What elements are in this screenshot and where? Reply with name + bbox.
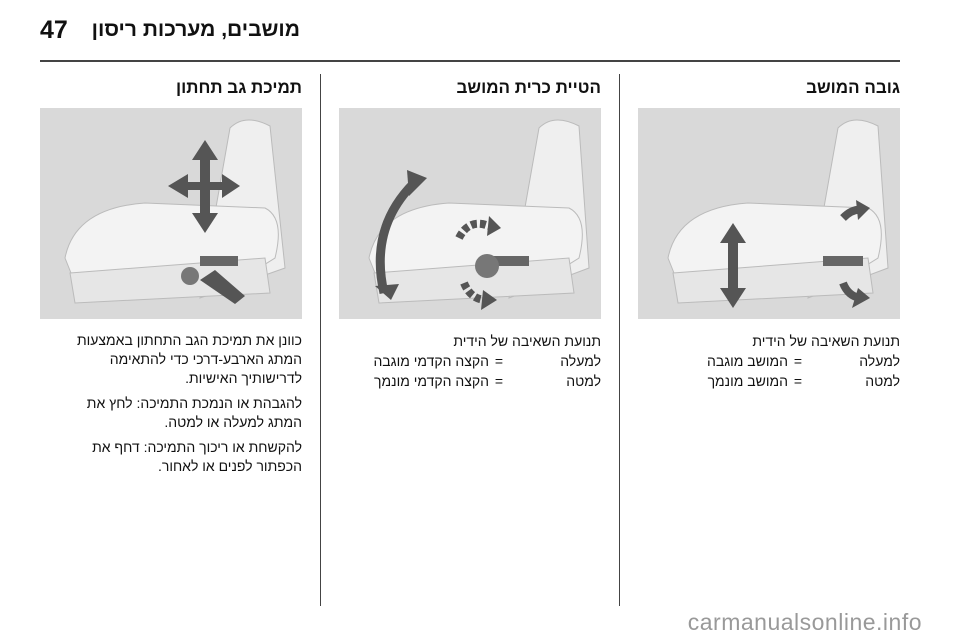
legend-eq: = <box>494 373 504 389</box>
paragraph-intro <box>40 331 302 388</box>
header-rule <box>40 60 900 62</box>
legend-key: למעלה <box>859 353 900 369</box>
paragraph-line: להגבהת או הנמכת התמיכה: לחץ את <box>86 395 302 411</box>
paragraph-line: המתג למעלה או למטה. <box>164 414 302 430</box>
section-seat-height <box>638 74 900 391</box>
cushion-tilt-illustration <box>339 108 601 319</box>
legend-key: למטה <box>865 373 900 389</box>
legend-row-down <box>638 371 900 391</box>
section-title: הטיית כרית המושב <box>456 78 601 97</box>
section-title: גובה המושב <box>806 78 900 97</box>
legend-row-up <box>638 351 900 371</box>
legend-eq: = <box>793 353 803 369</box>
legend-eq: = <box>793 373 803 389</box>
paragraph-line: להקשחת או ריכוך התמיכה: דחף את <box>92 439 302 455</box>
paragraph-line: כוונן את תמיכת הגב התחתון באמצעות <box>76 332 302 348</box>
legend-row-up <box>339 351 601 371</box>
paragraph-firmness <box>40 438 302 476</box>
legend-key: למטה <box>566 373 601 389</box>
page-title: מושבים, מערכות ריסון <box>91 18 300 41</box>
page-number: 47 <box>40 16 68 44</box>
column-divider-right <box>619 74 620 606</box>
legend-value: הקצה הקדמי מונמך <box>374 373 489 389</box>
caption: תנועת השאיבה של הידית <box>453 333 601 349</box>
paragraph-line: הכפתור לפנים או לאחור. <box>157 458 302 474</box>
legend-key: למעלה <box>560 353 601 369</box>
section-lumbar-support <box>40 74 302 476</box>
legend-row-down <box>339 371 601 391</box>
watermark: carmanualsonline.info <box>687 609 922 635</box>
page-header <box>0 0 960 62</box>
legend-value: הקצה הקדמי מוגבה <box>373 353 489 369</box>
section-cushion-tilt <box>339 74 601 391</box>
legend-value: המושב מונמך <box>707 373 788 389</box>
caption: תנועת השאיבה של הידית <box>752 333 900 349</box>
paragraph-raise-lower <box>40 394 302 432</box>
legend-eq: = <box>494 353 504 369</box>
seat-height-illustration <box>638 108 900 319</box>
column-divider-left <box>320 74 321 606</box>
lumbar-support-illustration <box>40 108 302 319</box>
paragraph-line: לדרישותיך האישיות. <box>185 370 302 386</box>
section-title: תמיכת גב תחתון <box>176 78 302 97</box>
legend-value: המושב מוגבה <box>706 353 788 369</box>
paragraph-line: המתג הארבע-דרכי כדי להתאימה <box>109 351 302 367</box>
